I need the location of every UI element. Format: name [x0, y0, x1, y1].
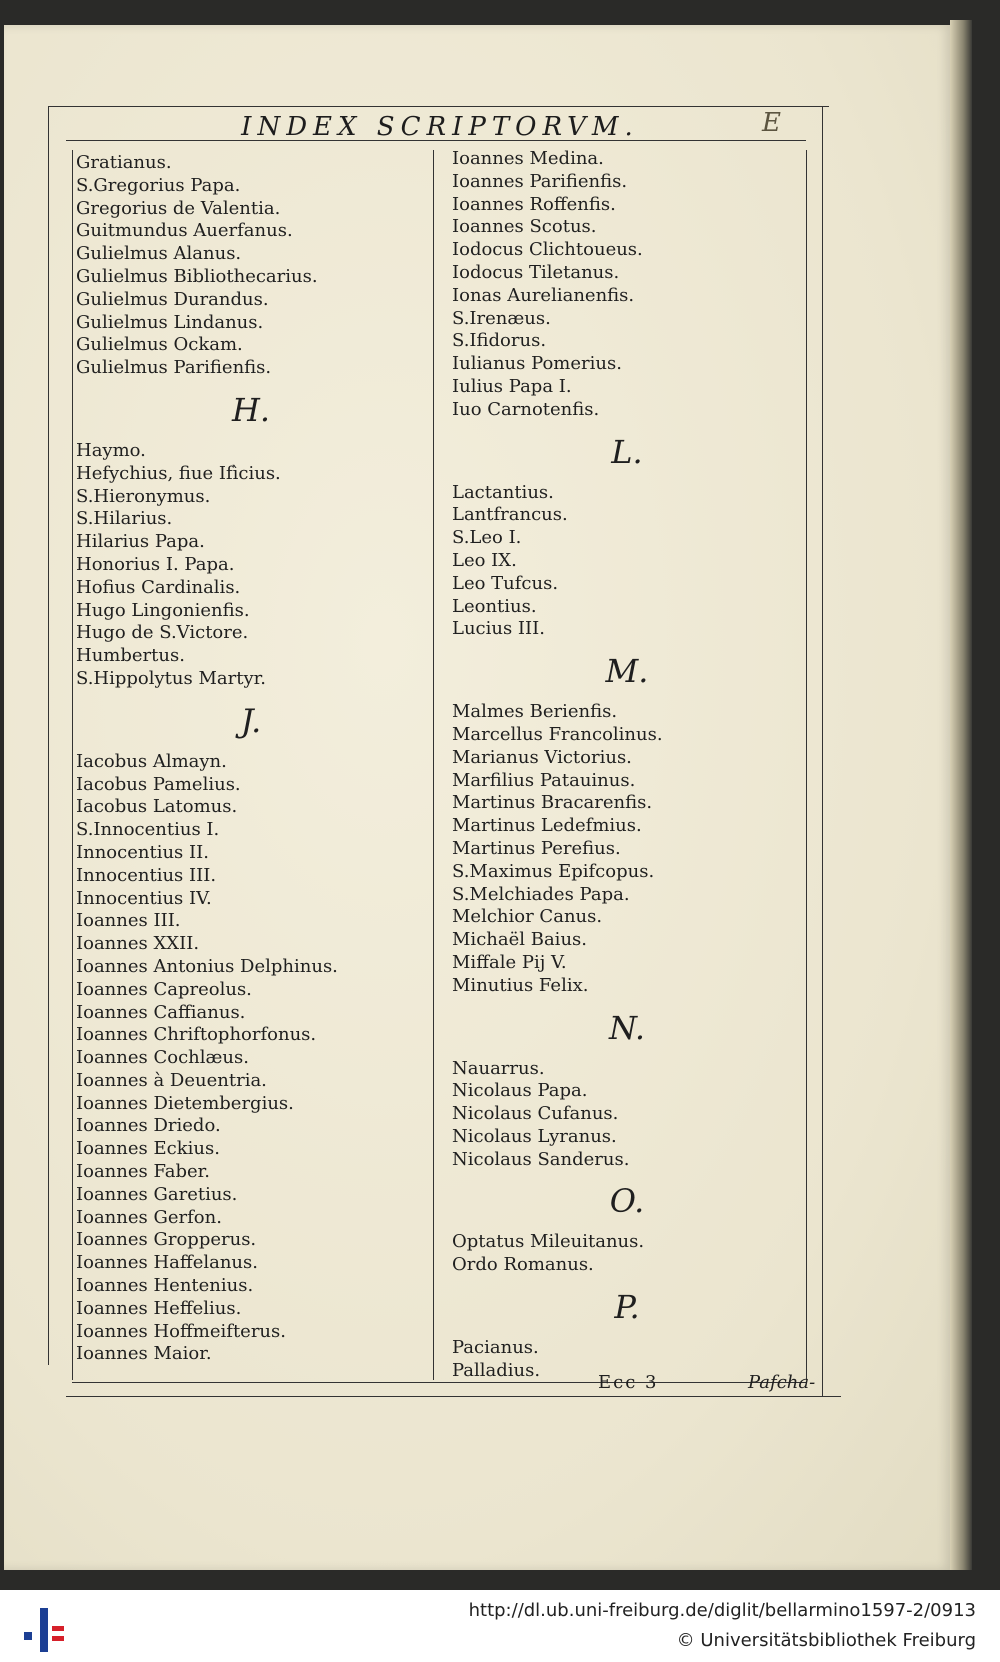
index-entry: Iacobus Almayn.: [76, 750, 227, 772]
index-entry: Ioannes Roffenfis.: [452, 193, 616, 215]
section-letter-p: P.: [614, 1288, 640, 1327]
index-entry: Melchior Canus.: [452, 906, 603, 928]
index-entry: S.Hilarius.: [76, 508, 173, 530]
index-entry: Ioannes Antonius Delphinus.: [76, 955, 338, 977]
index-entry: Ioannes Hoffmeifterus.: [76, 1320, 286, 1342]
logo-bar-mid: [40, 1608, 48, 1652]
index-entry: Iodocus Clichtoueus.: [452, 239, 643, 261]
index-entry: Haymo.: [76, 439, 146, 461]
outer-frame-right: [822, 106, 823, 1396]
index-entry: Leo Tufcus.: [452, 572, 559, 594]
index-entry: Ioannes Chriftophorfonus.: [76, 1024, 317, 1046]
index-entry: Leo IX.: [452, 549, 517, 571]
index-entry: Ioannes Haffelanus.: [76, 1252, 258, 1274]
index-entry: Michaël Baius.: [452, 929, 587, 951]
index-entry: Ioannes Garetius.: [76, 1183, 238, 1205]
index-entry: Ioannes Maior.: [76, 1343, 212, 1365]
index-entry: Ioannes Cochlæus.: [76, 1047, 249, 1069]
index-entry: Ioannes III.: [76, 910, 181, 932]
index-entry: Ioannes Heffelius.: [76, 1297, 242, 1319]
viewer-footer-bar: [0, 1590, 1000, 1662]
index-entry: Gulielmus Durandus.: [76, 288, 269, 310]
index-entry: Ioannes Dietembergius.: [76, 1092, 294, 1114]
index-entry: Ioannes Faber.: [76, 1161, 210, 1183]
index-entry: S.Ifidorus.: [452, 330, 547, 352]
index-entry: Ioannes Capreolus.: [76, 978, 252, 1000]
entry-group-h: [76, 440, 426, 691]
right-column: [452, 148, 802, 1383]
index-entry: Nicolaus Sanderus.: [452, 1148, 630, 1170]
index-entry: Gregorius de Valentia.: [76, 197, 281, 219]
index-entry: Ioannes Eckius.: [76, 1138, 220, 1160]
entry-group-i: [76, 751, 426, 1367]
entry-group-n: [452, 1058, 802, 1172]
logo-bar-red-2: [52, 1636, 64, 1641]
index-entry: Guitmundus Auerfanus.: [76, 220, 293, 242]
index-entry: Gulielmus Lindanus.: [76, 311, 264, 333]
index-entry: Palladius.: [452, 1359, 541, 1381]
index-entry: Ioannes à Deuentria.: [76, 1069, 267, 1091]
entry-group-m: [452, 701, 802, 997]
index-entry: Humbertus.: [76, 645, 185, 667]
logo-bar-red-1: [52, 1626, 64, 1631]
index-entry: Iulius Papa I.: [452, 375, 572, 397]
entry-group-i-cont: [452, 148, 802, 422]
index-entry: Innocentius IV.: [76, 887, 212, 909]
signature-mark: Ecc 3: [598, 1372, 659, 1393]
index-entry: Pacianus.: [452, 1337, 539, 1359]
index-entry: Marfilius Patauinus.: [452, 769, 636, 791]
section-letter-l: L.: [611, 432, 643, 471]
copyright-notice: © Universitätsbibliothek Freiburg: [676, 1630, 976, 1651]
index-entry: Nicolaus Lyranus.: [452, 1125, 617, 1147]
index-entry: Martinus Bracarenfis.: [452, 792, 653, 814]
index-entry: Iodocus Tiletanus.: [452, 261, 620, 283]
index-entry: Ioannes Gropperus.: [76, 1229, 257, 1251]
index-entry: Hugo Lingonienfis.: [76, 599, 250, 621]
entry-group-g: [76, 152, 426, 380]
index-entry: S.Melchiades Papa.: [452, 883, 630, 905]
left-column: [76, 152, 426, 1366]
index-entry: Marcellus Francolinus.: [452, 723, 663, 745]
index-entry: Ionas Aurelianenfis.: [452, 284, 635, 306]
index-entry: Nicolaus Cufanus.: [452, 1103, 619, 1125]
index-entry: S.Irenæus.: [452, 307, 551, 329]
index-entry: Iacobus Latomus.: [76, 796, 238, 818]
index-entry: Lactantius.: [452, 481, 554, 503]
index-entry: Gulielmus Bibliothecarius.: [76, 265, 318, 287]
index-entry: Hofius Cardinalis.: [76, 576, 241, 598]
section-letter-i: J.: [240, 701, 262, 740]
index-entry: Marianus Victorius.: [452, 746, 632, 768]
index-entry: S.Maximus Epifcopus.: [452, 860, 655, 882]
index-entry: Miffale Pij V.: [452, 951, 567, 973]
index-entry: Gulielmus Parifienfis.: [76, 357, 272, 379]
ub-freiburg-logo-icon: [22, 1604, 66, 1654]
index-entry: Gulielmus Alanus.: [76, 243, 242, 265]
index-entry: Ioannes Hentenius.: [76, 1275, 254, 1297]
index-entry: Ioannes Medina.: [452, 148, 604, 169]
index-entry: Martinus Perefius.: [452, 837, 621, 859]
index-entry: Innocentius III.: [76, 864, 217, 886]
index-entry: Ioannes Driedo.: [76, 1115, 221, 1137]
index-entry: Hugo de S.Victore.: [76, 622, 249, 644]
index-entry: Iulianus Pomerius.: [452, 353, 622, 375]
index-entry: Ordo Romanus.: [452, 1254, 594, 1276]
index-entry: Gratianus.: [76, 152, 172, 173]
index-entry: Minutius Felix.: [452, 974, 589, 996]
index-entry: Ioannes Gerfon.: [76, 1206, 222, 1228]
index-entry: Ioannes Parifienfis.: [452, 170, 628, 192]
index-entry: Hefychius, fiue Ifìcius.: [76, 462, 281, 484]
section-letter-o: O.: [609, 1182, 645, 1221]
index-entry: Hilarius Papa.: [76, 531, 205, 553]
index-entry: Nicolaus Papa.: [452, 1080, 588, 1102]
running-header: INDEX SCRIPTORVM.: [241, 112, 639, 142]
index-entry: S.Leo I.: [452, 527, 522, 549]
index-entry: Lucius III.: [452, 618, 545, 640]
section-letter-n: N.: [608, 1008, 646, 1047]
index-entry: S.Hippolytus Martyr.: [76, 667, 266, 689]
entry-group-l: [452, 482, 802, 642]
index-entry: Ioannes Scotus.: [452, 216, 597, 238]
index-entry: Ioannes Caffianus.: [76, 1001, 246, 1023]
outer-frame-bottom: [66, 1396, 841, 1397]
index-entry: S.Innocentius I.: [76, 819, 220, 841]
section-letter-h: H.: [231, 390, 271, 429]
index-entry: Honorius I. Papa.: [76, 553, 235, 575]
index-entry: Nauarrus.: [452, 1057, 545, 1079]
page-fold: [950, 20, 972, 1570]
entry-group-o: [452, 1231, 802, 1277]
index-entry: Malmes Berienfis.: [452, 701, 618, 723]
index-entry: Innocentius II.: [76, 841, 209, 863]
index-entry: Iuo Carnotenfis.: [452, 398, 600, 420]
index-entry: Lantfrancus.: [452, 504, 568, 526]
index-entry: Ioannes XXII.: [76, 933, 200, 955]
catchword: Pafcha-: [748, 1372, 816, 1393]
index-entry: Gulielmus Ockam.: [76, 334, 243, 356]
index-entry: Leontius.: [452, 595, 537, 617]
index-entry: Iacobus Pamelius.: [76, 773, 241, 795]
index-entry: S.Hieronymus.: [76, 485, 211, 507]
page-mark: E: [762, 108, 781, 138]
index-entry: S.Gregorius Papa.: [76, 174, 241, 196]
section-letter-m: M.: [605, 652, 649, 691]
permalink-url[interactable]: http://dl.ub.uni-freiburg.de/diglit/bellarmino1597-2/0913: [468, 1600, 976, 1621]
index-entry: Optatus Mileuitanus.: [452, 1231, 645, 1253]
index-entry: Martinus Ledefmius.: [452, 815, 642, 837]
logo-bar-left: [24, 1632, 32, 1640]
